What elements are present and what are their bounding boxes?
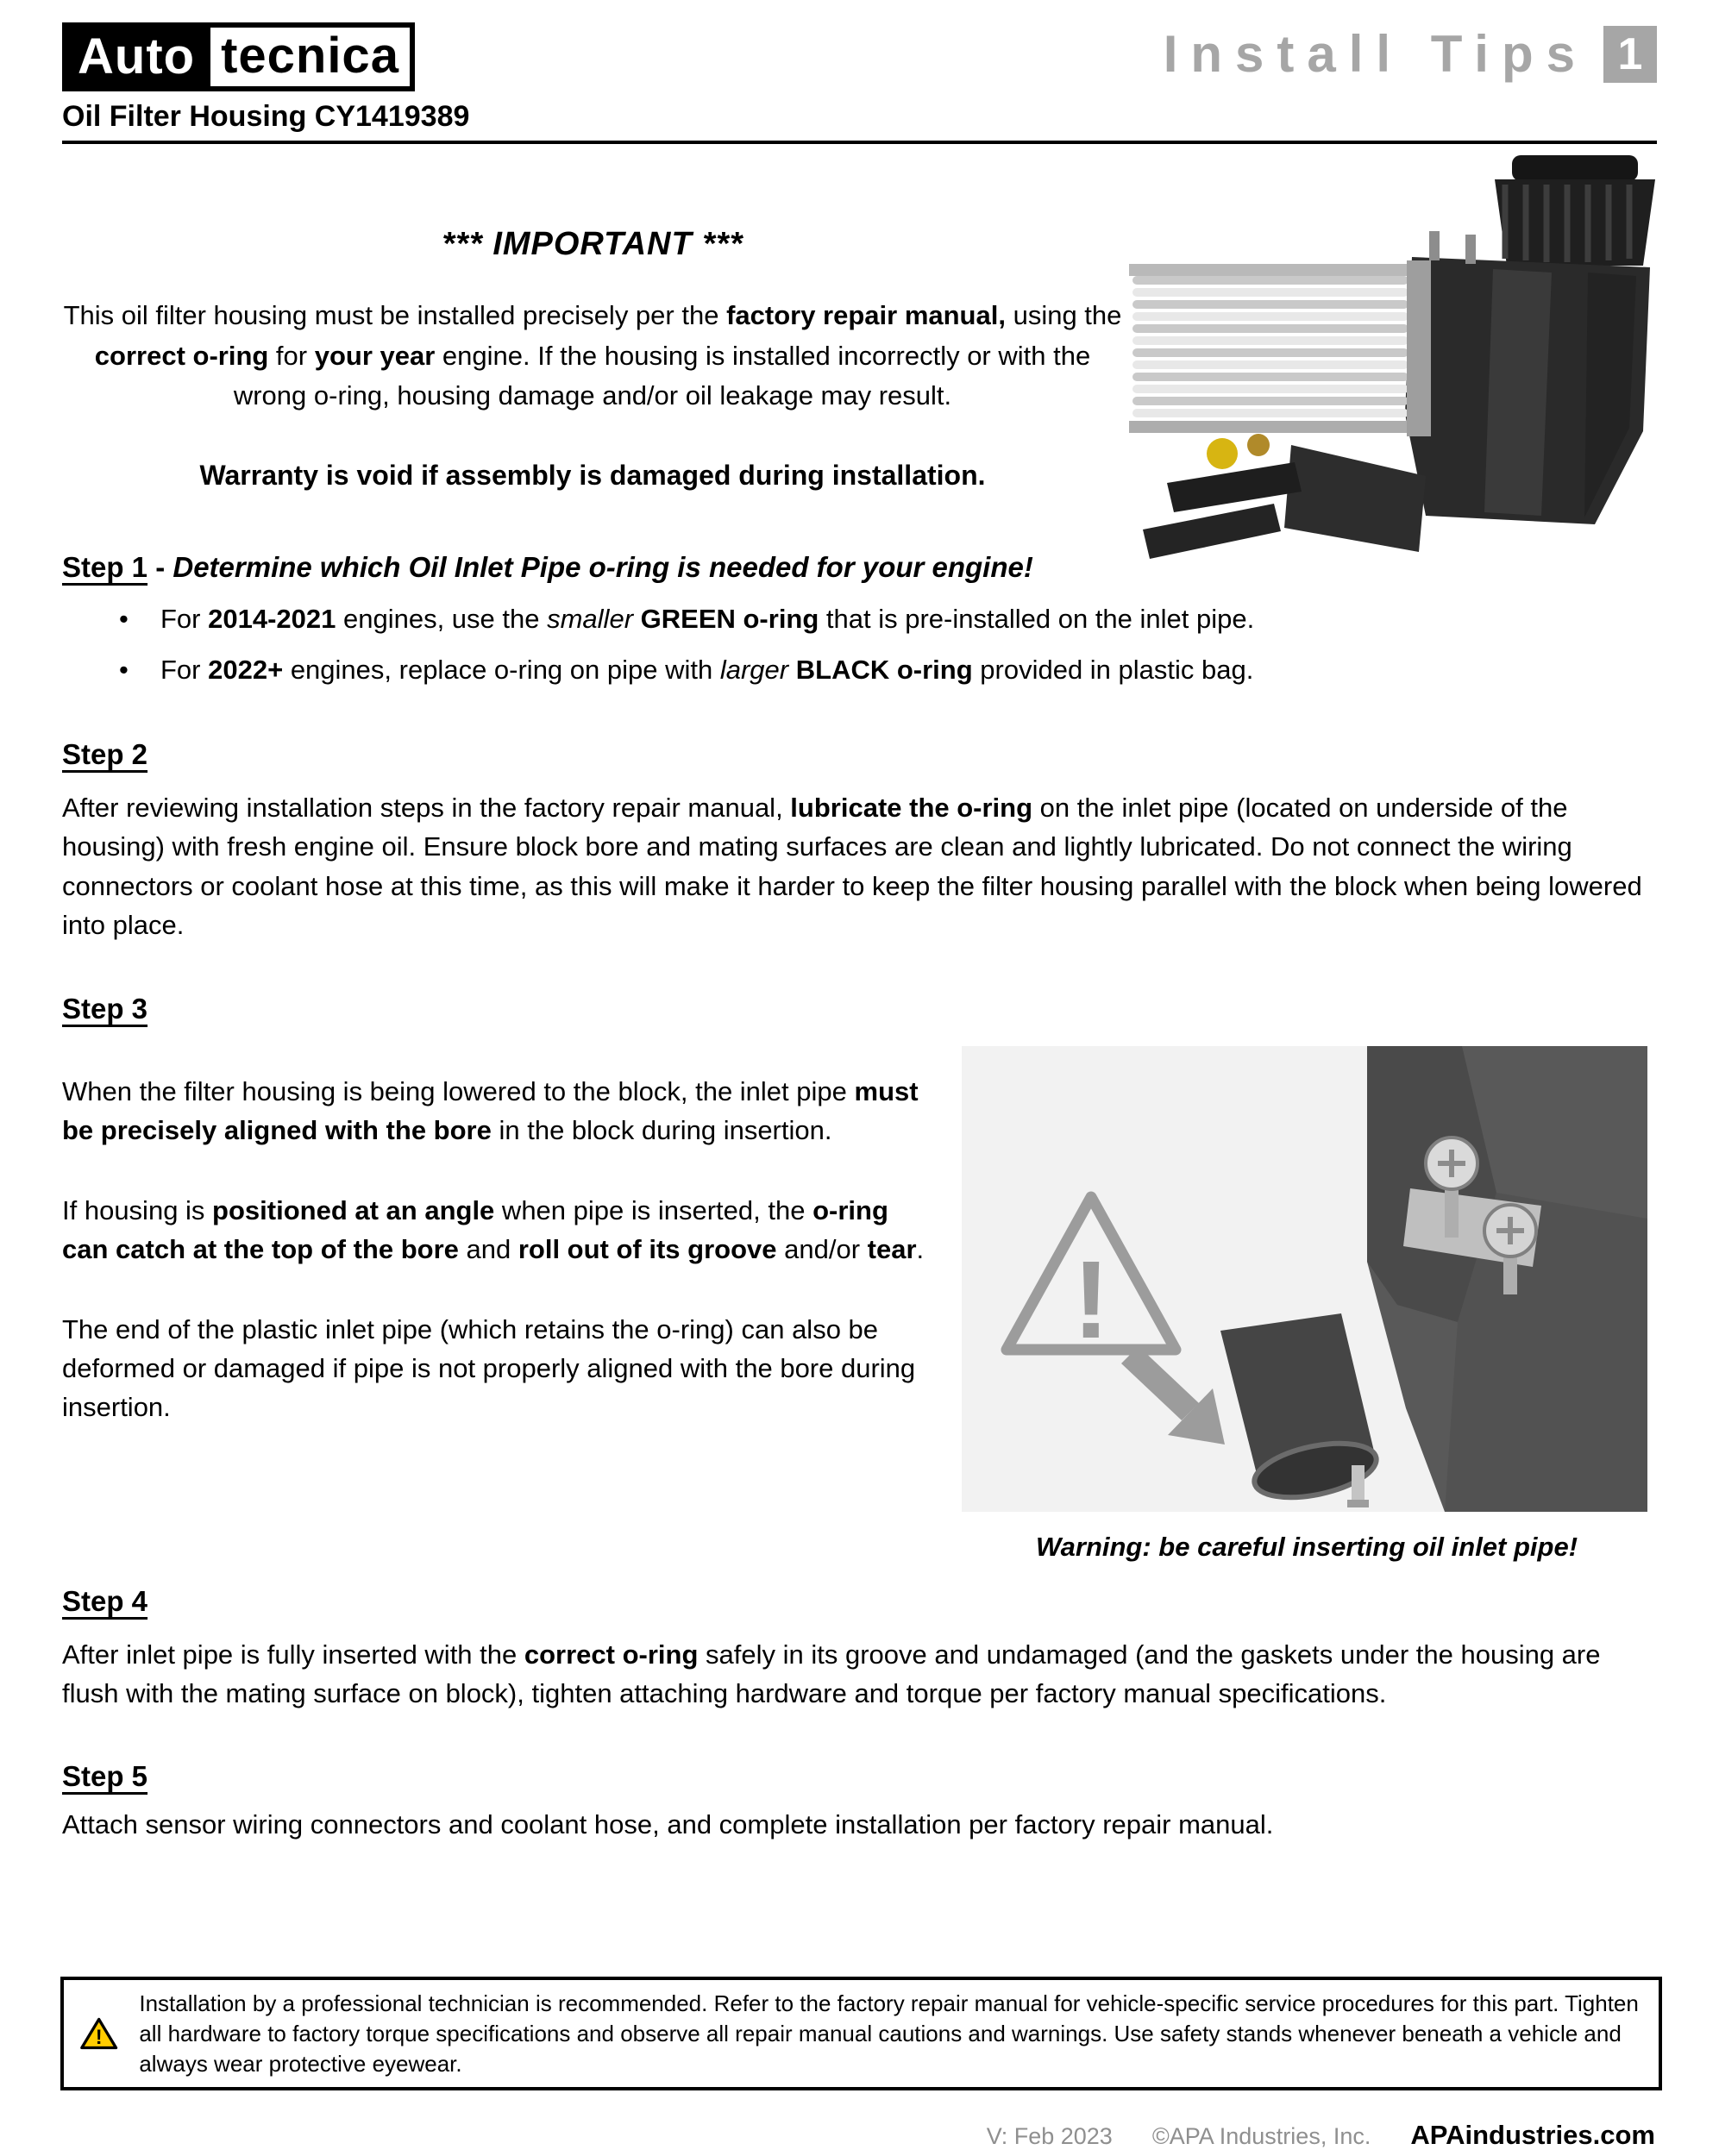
step-2-section bbox=[62, 738, 1657, 944]
hose-fittings bbox=[1143, 434, 1426, 559]
step-3-label: Step 3 bbox=[62, 993, 148, 1025]
yellow-sensor bbox=[1207, 438, 1238, 469]
step-3-heading bbox=[62, 993, 1657, 1025]
step-1-label: Step 1 bbox=[62, 550, 148, 583]
step-3-paragraph: The end of the plastic inlet pipe (which retains the o-ring) can also be deformed or damaged if pipe is not properly aligned with the bore during insertion. bbox=[62, 1313, 916, 1422]
install-tips-title: Install Tips bbox=[1163, 25, 1588, 83]
exclamation-glyph: ! bbox=[1072, 1238, 1110, 1363]
product-photo-illustration bbox=[1122, 147, 1666, 591]
caution-triangle-icon bbox=[79, 1995, 118, 2072]
step-3-paragraph: If housing is positioned at an angle when pipe is inserted, the o-ring can catch at the top of the bore and roll out of its groove and/or tear. bbox=[62, 1195, 925, 1264]
important-body: This oil filter housing must be installed precisely per the factory repair manual, using the correct o-ring for your year engine. If the housing is installed incorrectly or with the wrong o-ring, housing damage and/or oil leakage may result. bbox=[63, 300, 1122, 411]
filter-cap bbox=[1495, 155, 1655, 266]
caution-text: Installation by a professional technician is recommended. Refer to the factory repair manual for vehicle-specific service procedures for this part. Tighten all hardware to factory torque specifications and observe all repair manual cautions and warnings. Use safety stands whenever beneath a vehicle and always wear protective eyewear. bbox=[139, 1990, 1639, 2077]
step-4-section bbox=[62, 1585, 1657, 1714]
step-5-paragraph: Attach sensor wiring connectors and coolant hose, and complete installation per factory repair manual. bbox=[62, 1808, 1274, 1839]
inlet-pipe-photo-illustration bbox=[962, 1046, 1647, 1512]
step-4-paragraph: After inlet pipe is fully inserted with the correct o-ring safely in its groove and undamaged (and the gaskets under the housing are flush with the mating surface on block), tighten attaching hardware and torque per factory manual specifications. bbox=[62, 1639, 1601, 1709]
brass-fitting bbox=[1247, 434, 1270, 456]
important-section bbox=[62, 220, 1123, 496]
step-2-heading bbox=[62, 738, 1657, 771]
housing-body bbox=[1405, 231, 1650, 524]
step-5-heading bbox=[62, 1760, 1657, 1793]
logo-tecnica-text: tecnica bbox=[205, 22, 415, 91]
header bbox=[62, 22, 1657, 144]
step-4-label: Step 4 bbox=[62, 1585, 148, 1618]
step-1-separator: - bbox=[147, 550, 173, 583]
step-3-text-column bbox=[62, 1046, 938, 1563]
step-1-title: Determine which Oil Inlet Pipe o-ring is needed for your engine! bbox=[173, 550, 1033, 583]
page-number-badge: 1 bbox=[1603, 26, 1657, 83]
important-title: *** IMPORTANT *** bbox=[442, 226, 743, 262]
step-5-section bbox=[62, 1760, 1657, 1844]
step-2-label: Step 2 bbox=[62, 738, 148, 771]
step-5-label: Step 5 bbox=[62, 1759, 148, 1792]
step-3-figure bbox=[962, 1046, 1652, 1563]
logo-auto-text: Auto bbox=[62, 22, 205, 91]
install-tips-header bbox=[1164, 26, 1657, 83]
bullet-item bbox=[62, 652, 1657, 688]
step-4-heading bbox=[62, 1585, 1657, 1618]
bullet-text: For 2014-2021 engines, use the smaller GREEN o-ring that is pre-installed on the inlet pipe. bbox=[160, 603, 1255, 634]
exclamation-glyph: ! bbox=[95, 2027, 103, 2050]
document-subtitle: Oil Filter Housing CY1419389 bbox=[62, 100, 470, 133]
bullet-icon: • bbox=[119, 603, 129, 634]
step-3-section bbox=[62, 993, 1657, 1563]
footer-copyright: ©APA Industries, Inc. bbox=[1151, 2123, 1371, 2149]
footer bbox=[987, 2120, 1655, 2151]
bullet-text: For 2022+ engines, replace o-ring on pipe with larger BLACK o-ring provided in plastic bag. bbox=[160, 655, 1254, 686]
step-1-bullets bbox=[62, 601, 1657, 689]
footer-version: V: Feb 2023 bbox=[986, 2123, 1113, 2149]
footer-website-link[interactable]: APAindustries.com bbox=[1410, 2120, 1655, 2150]
header-row bbox=[62, 22, 1657, 91]
autotecnica-logo bbox=[62, 22, 415, 91]
step-3-paragraph: When the filter housing is being lowered to the block, the inlet pipe must be precisely aligned with the bore in the block during insertion. bbox=[62, 1076, 919, 1146]
oil-cooler bbox=[1129, 260, 1431, 436]
step-3-figure-caption: Warning: be careful inserting oil inlet pipe! bbox=[1035, 1532, 1578, 1563]
step-3-body bbox=[62, 1046, 1657, 1563]
header-divider bbox=[62, 141, 1657, 144]
warranty-note: Warranty is void if assembly is damaged during installation. bbox=[199, 459, 986, 491]
bullet-item bbox=[62, 601, 1657, 637]
caution-box bbox=[60, 1977, 1662, 2090]
bullet-icon: • bbox=[119, 655, 129, 686]
step-2-paragraph: After reviewing installation steps in the factory repair manual, lubricate the o-ring on the inlet pipe (located on underside of the housing) with fresh engine oil. Ensure block bore and mating surfaces are clean and lightly lubricated. Do not connect the wiring connectors or coolant hose at this time, as this will make it harder to keep the filter housing parallel with the block when being lowered into place. bbox=[62, 793, 1642, 940]
